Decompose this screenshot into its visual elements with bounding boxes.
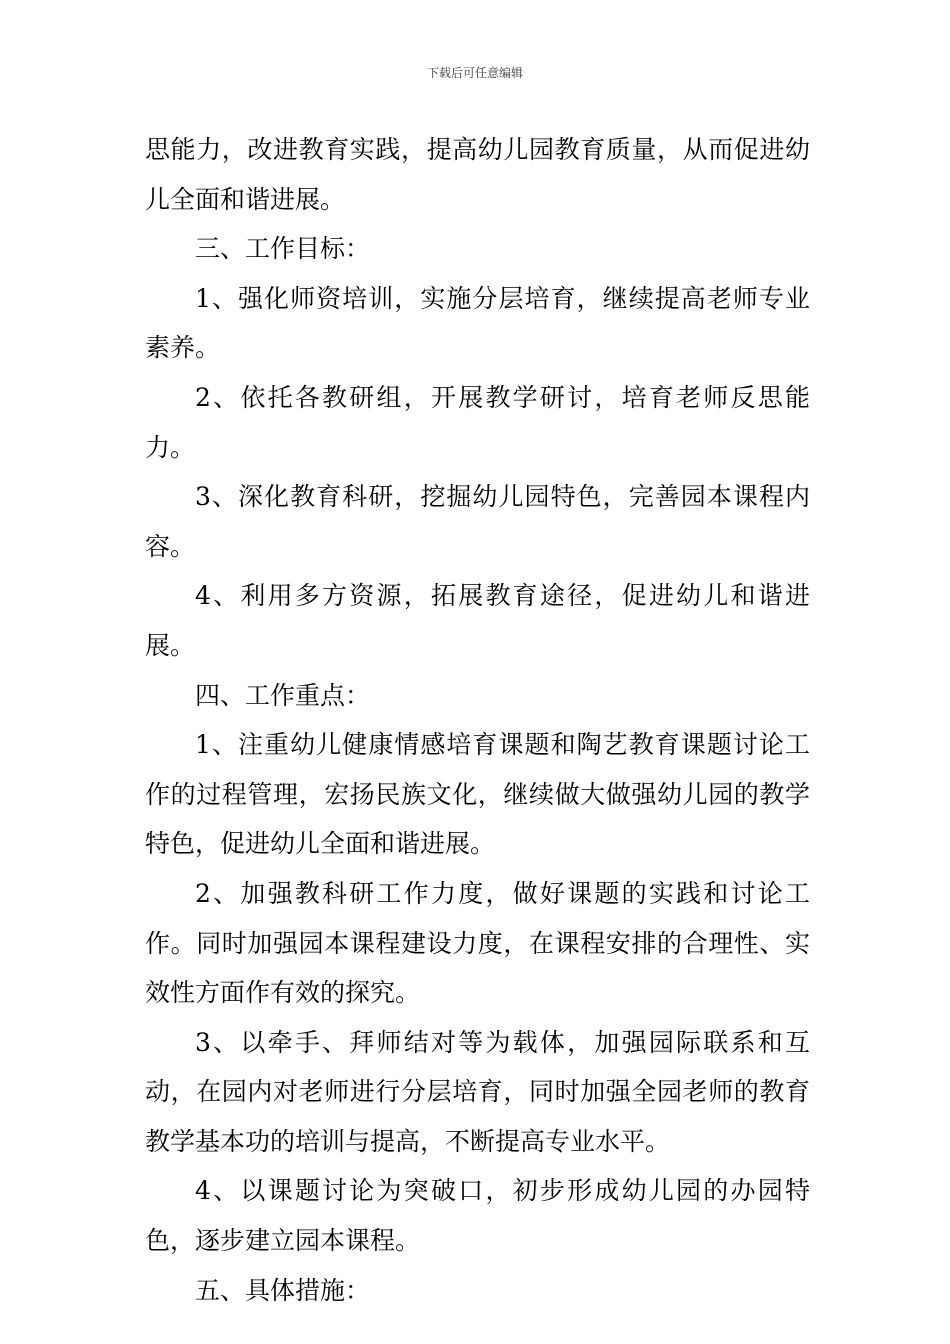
goal-item-1: 1、强化师资培训，实施分层培育，继续提高老师专业素养。	[145, 283, 810, 363]
page-header: 下载后可任意编辑	[426, 66, 523, 80]
paragraph-continuation: 思能力，改进教育实践，提高幼儿园教育质量，从而促进幼儿全面和谐进展。	[145, 135, 810, 214]
goal-item-3: 3、深化教育科研，挖掘幼儿园特色，完善园本课程内容。	[145, 482, 810, 561]
goal-item-4: 4、利用多方资源，拓展教育途径，促进幼儿和谐进展。	[145, 581, 810, 660]
goal-item-2: 2、依托各教研组，开展教学研讨，培育老师反思能力。	[145, 382, 810, 462]
focus-item-2: 2、加强教科研工作力度，做好课题的实践和讨论工作。同时加强园本课程建设力度，在课程安排的合理性、实效性方面作有效的探究。	[145, 878, 810, 1008]
focus-item-4: 4、以课题讨论为突破口，初步形成幼儿园的办园特色，逐步建立园本课程。	[145, 1176, 810, 1256]
focus-item-3: 3、以牵手、拜师结对等为载体，加强园际联系和互动，在园内对老师进行分层培育，同时加强全园老师的教育教学基本功的培训与提高，不断提高专业水平。	[145, 1027, 810, 1156]
section-heading-focus: 四、工作重点：	[195, 680, 371, 710]
section-heading-goals: 三、工作目标：	[195, 234, 371, 264]
section-heading-measures: 五、具体措施：	[195, 1275, 371, 1305]
document-body	[145, 125, 810, 1315]
focus-item-1: 1、注重幼儿健康情感培育课题和陶艺教育课题讨论工作的过程管理，宏扬民族文化，继续做大做强幼儿园的教学特色，促进幼儿全面和谐进展。	[145, 730, 810, 859]
